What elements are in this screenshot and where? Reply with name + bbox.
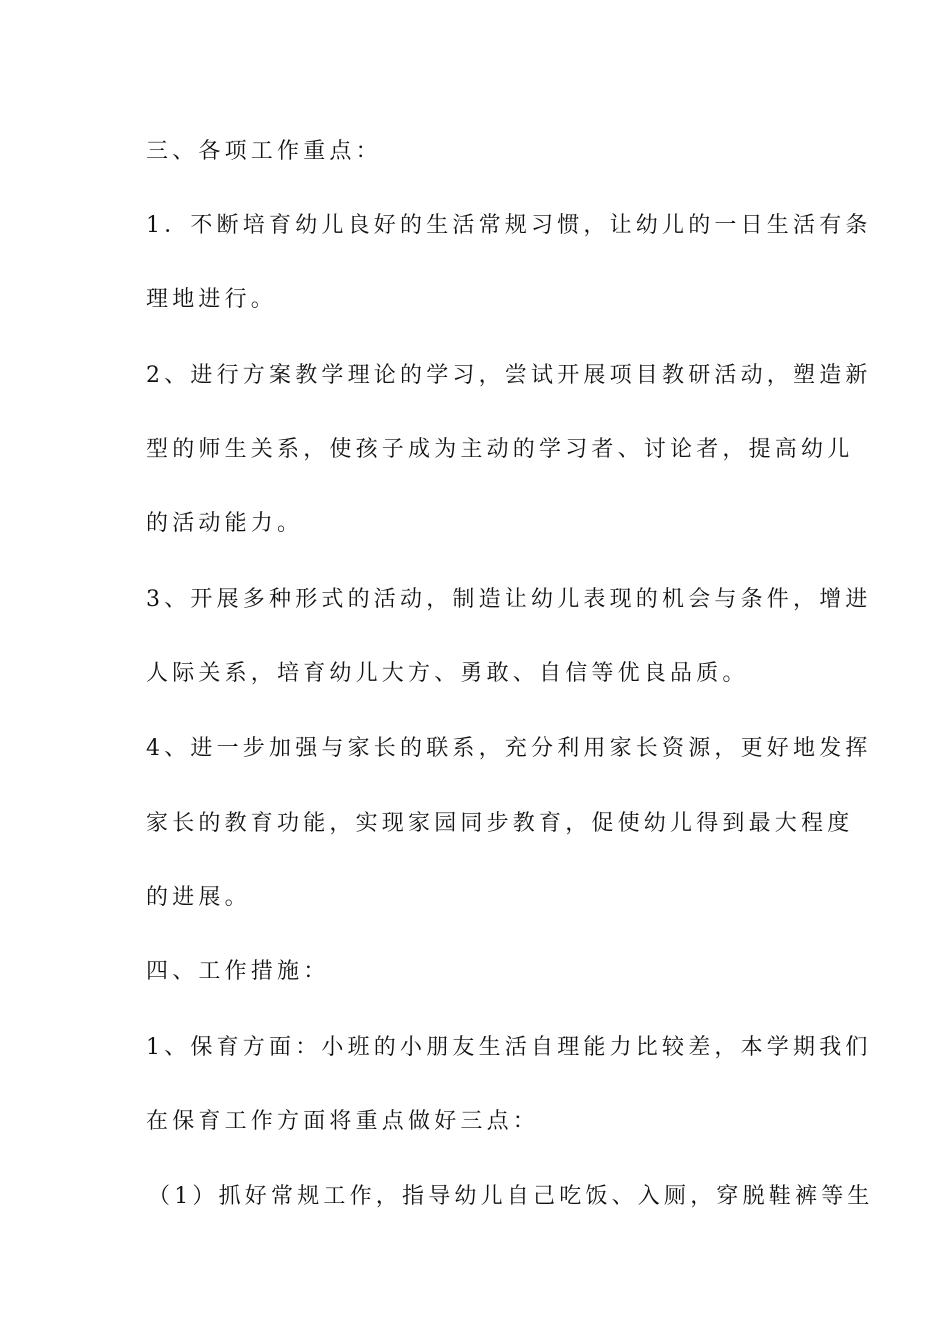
- paragraph-line: 理地进行。: [146, 287, 278, 312]
- paragraph-line: 人际关系，培育幼儿大方、勇敢、自信等优良品质。: [146, 661, 749, 686]
- section-heading-3: 三、各项工作重点：: [146, 139, 382, 164]
- paragraph-line: 3、开展多种形式的活动，制造让幼儿表现的机会与条件，增进: [146, 587, 872, 612]
- paragraph-line: （1）抓好常规工作，指导幼儿自己吃饭、入厕，穿脱鞋裤等生: [148, 1184, 874, 1209]
- paragraph-line: 1、保育方面：小班的小朋友生活自理能力比较差，本学期我们: [146, 1035, 872, 1060]
- paragraph-line: 的活动能力。: [146, 511, 304, 536]
- paragraph-line: 在保育工作方面将重点做好三点：: [146, 1109, 540, 1134]
- paragraph-line: 4、进一步加强与家长的联系，充分利用家长资源，更好地发挥: [146, 736, 872, 761]
- paragraph-line: 1．不断培育幼儿良好的生活常规习惯，让幼儿的一日生活有条: [146, 213, 872, 238]
- paragraph-line: 2、进行方案教学理论的学习，尝试开展项目教研活动，塑造新: [146, 363, 872, 388]
- paragraph-line: 型的师生关系，使孩子成为主动的学习者、讨论者，提高幼儿: [146, 437, 854, 462]
- section-heading-4: 四、工作措施：: [146, 959, 330, 984]
- paragraph-line: 家长的教育功能，实现家园同步教育，促使幼儿得到最大程度: [146, 811, 854, 836]
- paragraph-line: 的进展。: [146, 885, 251, 910]
